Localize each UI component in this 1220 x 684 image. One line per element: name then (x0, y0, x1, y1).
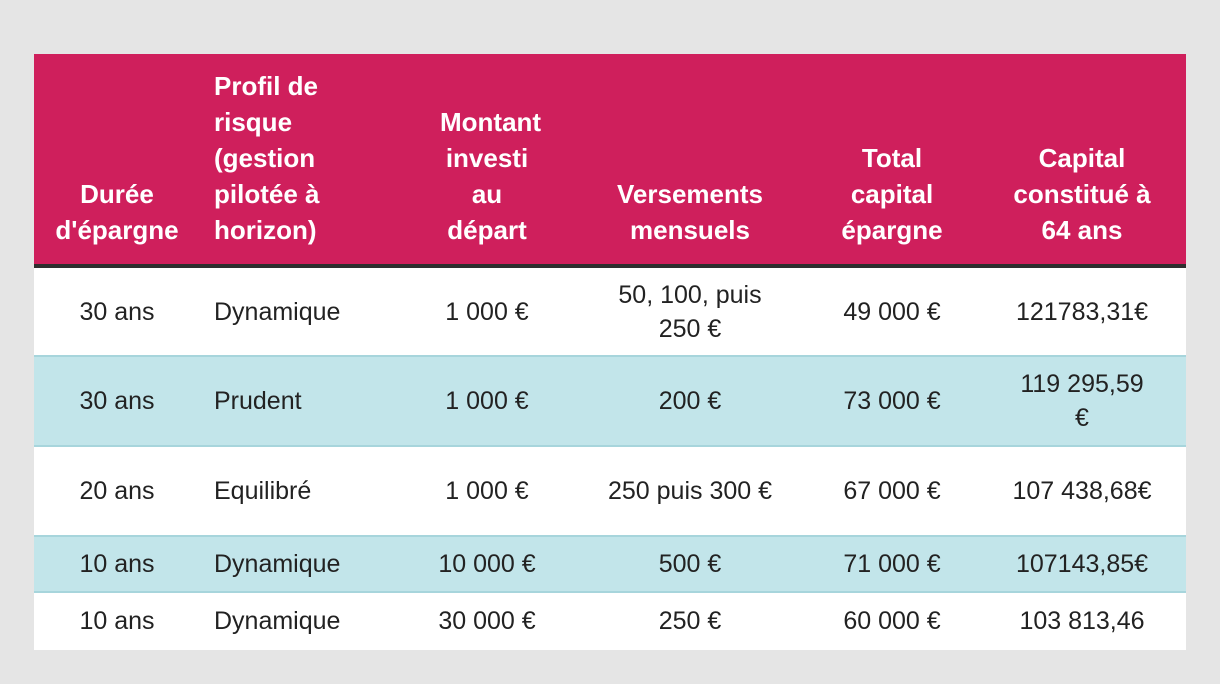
cell-duree: 30 ans (34, 356, 200, 446)
cell-montant: 1 000 € (445, 297, 529, 326)
table-row (34, 266, 1186, 356)
cell-capital: 103 813,46 (978, 592, 1186, 648)
cell-montant: 1 000 € (400, 446, 574, 536)
cell-montant: 1 000 € (400, 356, 574, 446)
header-versements-mensuels: Versements mensuels (574, 54, 806, 266)
savings-table-container (34, 54, 1186, 650)
cell-duree: 10 ans (34, 592, 200, 648)
header-capital-constitue: Capital constitué à 64 ans (978, 54, 1186, 266)
table-row (34, 446, 1186, 536)
table-row (34, 592, 1186, 648)
cell-profil: Equilibré (200, 446, 400, 536)
cell-versements: 250 puis 300 € (574, 446, 806, 536)
cell-profil: Dynamique (214, 297, 341, 326)
cell-capital: 107 438,68€ (978, 446, 1186, 536)
header-montant-investi: Montant investi au départ (400, 54, 574, 266)
cell-capital: 121783,31€ (1015, 297, 1149, 326)
cell-versements: 250 € (574, 592, 806, 648)
cell-profil: Dynamique (200, 536, 400, 592)
savings-table (34, 54, 1186, 648)
table-body (34, 266, 1186, 648)
cell-capital: 107143,85€ (978, 536, 1186, 592)
header-total-capital: Total capital épargne (806, 54, 978, 266)
cell-total: 71 000 € (806, 536, 978, 592)
table-header (34, 54, 1186, 266)
cell-versements: 500 € (574, 536, 806, 592)
cell-total: 49 000 € (843, 297, 941, 326)
cell-total: 73 000 € (806, 356, 978, 446)
cell-montant: 30 000 € (400, 592, 574, 648)
cell-duree: 20 ans (34, 446, 200, 536)
cell-profil: Prudent (200, 356, 400, 446)
cell-versements: 50, 100, puis 250 € (618, 280, 762, 343)
cell-montant: 10 000 € (400, 536, 574, 592)
cell-duree: 30 ans (79, 297, 155, 326)
cell-versements: 200 € (574, 356, 806, 446)
header-row (34, 54, 1186, 266)
header-duree-epargne: Durée d'épargne (34, 54, 200, 266)
cell-profil: Dynamique (200, 592, 400, 648)
cell-total: 67 000 € (806, 446, 978, 536)
table-row (34, 536, 1186, 592)
cell-capital: 119 295,59 € (978, 356, 1186, 446)
cell-duree: 10 ans (34, 536, 200, 592)
cell-total: 60 000 € (806, 592, 978, 648)
header-profil-risque: Profil de risque (gestion pilotée à horizon) (200, 54, 400, 266)
table-row (34, 356, 1186, 446)
